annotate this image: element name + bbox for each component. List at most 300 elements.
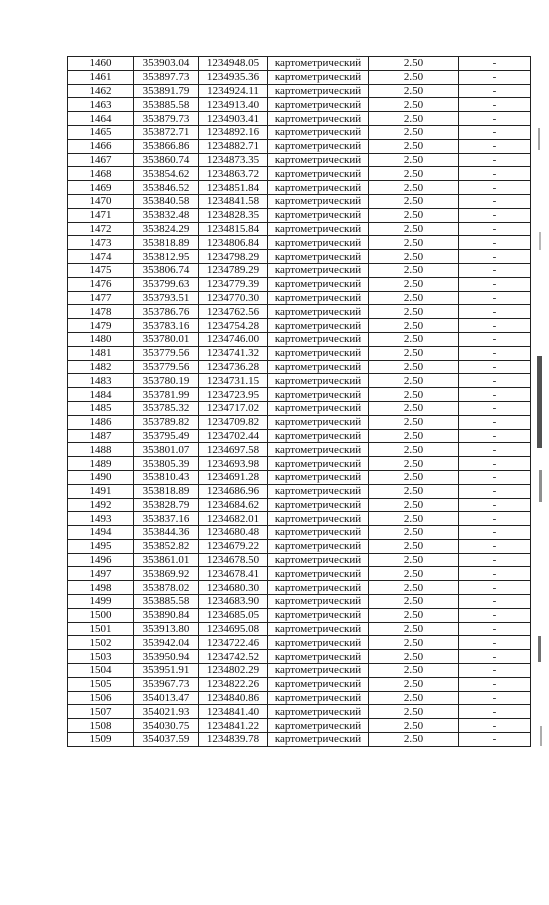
y-coordinate-cell: 1234841.40 [199, 705, 268, 719]
method-cell: картометрический [268, 581, 369, 595]
precision-cell: 2.50 [369, 636, 459, 650]
table-row [68, 677, 531, 691]
description-cell: - [459, 650, 531, 664]
precision-cell: 2.50 [369, 719, 459, 733]
method-cell: картометрический [268, 553, 369, 567]
coordinates-table [67, 56, 531, 747]
y-coordinate-cell: 1234841.22 [199, 719, 268, 733]
table-row [68, 553, 531, 567]
x-coordinate-cell: 353860.74 [134, 153, 199, 167]
y-coordinate-cell: 1234693.98 [199, 457, 268, 471]
y-coordinate-cell: 1234806.84 [199, 236, 268, 250]
y-coordinate-cell: 1234722.46 [199, 636, 268, 650]
x-coordinate-cell: 353879.73 [134, 112, 199, 126]
description-cell: - [459, 208, 531, 222]
method-cell: картометрический [268, 167, 369, 181]
y-coordinate-cell: 1234736.28 [199, 360, 268, 374]
description-cell: - [459, 719, 531, 733]
x-coordinate-cell: 353854.62 [134, 167, 199, 181]
point-number-cell: 1487 [68, 429, 134, 443]
scan-artifact [538, 128, 540, 150]
precision-cell: 2.50 [369, 277, 459, 291]
method-cell: картометрический [268, 153, 369, 167]
description-cell: - [459, 636, 531, 650]
description-cell: - [459, 691, 531, 705]
description-cell: - [459, 705, 531, 719]
y-coordinate-cell: 1234828.35 [199, 208, 268, 222]
point-number-cell: 1498 [68, 581, 134, 595]
x-coordinate-cell: 353818.89 [134, 484, 199, 498]
y-coordinate-cell: 1234841.58 [199, 194, 268, 208]
precision-cell: 2.50 [369, 429, 459, 443]
x-coordinate-cell: 353785.32 [134, 401, 199, 415]
y-coordinate-cell: 1234873.35 [199, 153, 268, 167]
precision-cell: 2.50 [369, 125, 459, 139]
y-coordinate-cell: 1234779.39 [199, 277, 268, 291]
precision-cell: 2.50 [369, 70, 459, 84]
precision-cell: 2.50 [369, 457, 459, 471]
point-number-cell: 1473 [68, 236, 134, 250]
x-coordinate-cell: 353844.36 [134, 526, 199, 540]
y-coordinate-cell: 1234686.96 [199, 484, 268, 498]
point-number-cell: 1491 [68, 484, 134, 498]
method-cell: картометрический [268, 360, 369, 374]
x-coordinate-cell: 353967.73 [134, 677, 199, 691]
y-coordinate-cell: 1234948.05 [199, 57, 268, 71]
description-cell: - [459, 608, 531, 622]
precision-cell: 2.50 [369, 181, 459, 195]
precision-cell: 2.50 [369, 415, 459, 429]
description-cell: - [459, 484, 531, 498]
point-number-cell: 1472 [68, 222, 134, 236]
point-number-cell: 1503 [68, 650, 134, 664]
table-row [68, 526, 531, 540]
y-coordinate-cell: 1234680.30 [199, 581, 268, 595]
description-cell: - [459, 415, 531, 429]
table-row [68, 70, 531, 84]
x-coordinate-cell: 353783.16 [134, 319, 199, 333]
x-coordinate-cell: 353793.51 [134, 291, 199, 305]
method-cell: картометрический [268, 526, 369, 540]
y-coordinate-cell: 1234903.41 [199, 112, 268, 126]
method-cell: картометрический [268, 305, 369, 319]
x-coordinate-cell: 353832.48 [134, 208, 199, 222]
table-row [68, 305, 531, 319]
point-number-cell: 1495 [68, 539, 134, 553]
y-coordinate-cell: 1234678.50 [199, 553, 268, 567]
description-cell: - [459, 291, 531, 305]
y-coordinate-cell: 1234892.16 [199, 125, 268, 139]
description-cell: - [459, 553, 531, 567]
point-number-cell: 1489 [68, 457, 134, 471]
table-row [68, 360, 531, 374]
method-cell: картометрический [268, 374, 369, 388]
description-cell: - [459, 677, 531, 691]
point-number-cell: 1501 [68, 622, 134, 636]
table-row [68, 250, 531, 264]
method-cell: картометрический [268, 194, 369, 208]
x-coordinate-cell: 353795.49 [134, 429, 199, 443]
method-cell: картометрический [268, 208, 369, 222]
x-coordinate-cell: 353805.39 [134, 457, 199, 471]
method-cell: картометрический [268, 498, 369, 512]
point-number-cell: 1471 [68, 208, 134, 222]
method-cell: картометрический [268, 484, 369, 498]
method-cell: картометрический [268, 139, 369, 153]
method-cell: картометрический [268, 332, 369, 346]
point-number-cell: 1496 [68, 553, 134, 567]
point-number-cell: 1499 [68, 595, 134, 609]
y-coordinate-cell: 1234882.71 [199, 139, 268, 153]
description-cell: - [459, 470, 531, 484]
y-coordinate-cell: 1234680.48 [199, 526, 268, 540]
precision-cell: 2.50 [369, 443, 459, 457]
point-number-cell: 1507 [68, 705, 134, 719]
description-cell: - [459, 277, 531, 291]
table-row [68, 691, 531, 705]
description-cell: - [459, 236, 531, 250]
table-row [68, 208, 531, 222]
point-number-cell: 1463 [68, 98, 134, 112]
table-row [68, 236, 531, 250]
precision-cell: 2.50 [369, 332, 459, 346]
precision-cell: 2.50 [369, 622, 459, 636]
description-cell: - [459, 346, 531, 360]
description-cell: - [459, 305, 531, 319]
y-coordinate-cell: 1234935.36 [199, 70, 268, 84]
scan-artifact [539, 232, 541, 250]
point-number-cell: 1483 [68, 374, 134, 388]
description-cell: - [459, 526, 531, 540]
method-cell: картометрический [268, 567, 369, 581]
table-row [68, 346, 531, 360]
method-cell: картометрический [268, 236, 369, 250]
precision-cell: 2.50 [369, 208, 459, 222]
y-coordinate-cell: 1234695.08 [199, 622, 268, 636]
table-row [68, 733, 531, 747]
table-row [68, 84, 531, 98]
precision-cell: 2.50 [369, 595, 459, 609]
description-cell: - [459, 263, 531, 277]
x-coordinate-cell: 353810.43 [134, 470, 199, 484]
method-cell: картометрический [268, 429, 369, 443]
point-number-cell: 1460 [68, 57, 134, 71]
precision-cell: 2.50 [369, 57, 459, 71]
precision-cell: 2.50 [369, 360, 459, 374]
precision-cell: 2.50 [369, 539, 459, 553]
scan-artifact [540, 726, 542, 746]
method-cell: картометрический [268, 650, 369, 664]
method-cell: картометрический [268, 250, 369, 264]
precision-cell: 2.50 [369, 112, 459, 126]
table-row [68, 415, 531, 429]
method-cell: картометрический [268, 388, 369, 402]
x-coordinate-cell: 353818.89 [134, 236, 199, 250]
precision-cell: 2.50 [369, 498, 459, 512]
description-cell: - [459, 664, 531, 678]
description-cell: - [459, 194, 531, 208]
table-row [68, 622, 531, 636]
description-cell: - [459, 457, 531, 471]
y-coordinate-cell: 1234683.90 [199, 595, 268, 609]
table-row [68, 470, 531, 484]
description-cell: - [459, 112, 531, 126]
table-row [68, 125, 531, 139]
y-coordinate-cell: 1234840.86 [199, 691, 268, 705]
precision-cell: 2.50 [369, 250, 459, 264]
method-cell: картометрический [268, 222, 369, 236]
point-number-cell: 1478 [68, 305, 134, 319]
point-number-cell: 1506 [68, 691, 134, 705]
precision-cell: 2.50 [369, 650, 459, 664]
y-coordinate-cell: 1234709.82 [199, 415, 268, 429]
point-number-cell: 1492 [68, 498, 134, 512]
table-row [68, 167, 531, 181]
precision-cell: 2.50 [369, 484, 459, 498]
precision-cell: 2.50 [369, 374, 459, 388]
method-cell: картометрический [268, 319, 369, 333]
table-row [68, 263, 531, 277]
y-coordinate-cell: 1234717.02 [199, 401, 268, 415]
method-cell: картометрический [268, 263, 369, 277]
point-number-cell: 1505 [68, 677, 134, 691]
x-coordinate-cell: 353866.86 [134, 139, 199, 153]
table-row [68, 539, 531, 553]
table-row [68, 57, 531, 71]
method-cell: картометрический [268, 181, 369, 195]
y-coordinate-cell: 1234754.28 [199, 319, 268, 333]
x-coordinate-cell: 353852.82 [134, 539, 199, 553]
method-cell: картометрический [268, 691, 369, 705]
x-coordinate-cell: 353869.92 [134, 567, 199, 581]
x-coordinate-cell: 353913.80 [134, 622, 199, 636]
table-row [68, 484, 531, 498]
point-number-cell: 1486 [68, 415, 134, 429]
precision-cell: 2.50 [369, 581, 459, 595]
point-number-cell: 1476 [68, 277, 134, 291]
description-cell: - [459, 332, 531, 346]
x-coordinate-cell: 353885.58 [134, 98, 199, 112]
description-cell: - [459, 498, 531, 512]
point-number-cell: 1479 [68, 319, 134, 333]
method-cell: картометрический [268, 401, 369, 415]
precision-cell: 2.50 [369, 98, 459, 112]
description-cell: - [459, 167, 531, 181]
point-number-cell: 1497 [68, 567, 134, 581]
method-cell: картометрический [268, 664, 369, 678]
x-coordinate-cell: 353950.94 [134, 650, 199, 664]
precision-cell: 2.50 [369, 222, 459, 236]
precision-cell: 2.50 [369, 664, 459, 678]
y-coordinate-cell: 1234924.11 [199, 84, 268, 98]
x-coordinate-cell: 354013.47 [134, 691, 199, 705]
method-cell: картометрический [268, 733, 369, 747]
description-cell: - [459, 70, 531, 84]
precision-cell: 2.50 [369, 319, 459, 333]
point-number-cell: 1481 [68, 346, 134, 360]
table-row [68, 401, 531, 415]
point-number-cell: 1477 [68, 291, 134, 305]
y-coordinate-cell: 1234770.30 [199, 291, 268, 305]
point-number-cell: 1490 [68, 470, 134, 484]
table-row [68, 222, 531, 236]
y-coordinate-cell: 1234798.29 [199, 250, 268, 264]
x-coordinate-cell: 353891.79 [134, 84, 199, 98]
method-cell: картометрический [268, 608, 369, 622]
point-number-cell: 1493 [68, 512, 134, 526]
description-cell: - [459, 222, 531, 236]
x-coordinate-cell: 353942.04 [134, 636, 199, 650]
description-cell: - [459, 98, 531, 112]
table-row [68, 705, 531, 719]
precision-cell: 2.50 [369, 512, 459, 526]
point-number-cell: 1461 [68, 70, 134, 84]
precision-cell: 2.50 [369, 401, 459, 415]
x-coordinate-cell: 353903.04 [134, 57, 199, 71]
table-row [68, 98, 531, 112]
precision-cell: 2.50 [369, 167, 459, 181]
point-number-cell: 1494 [68, 526, 134, 540]
x-coordinate-cell: 353801.07 [134, 443, 199, 457]
description-cell: - [459, 443, 531, 457]
y-coordinate-cell: 1234685.05 [199, 608, 268, 622]
x-coordinate-cell: 353781.99 [134, 388, 199, 402]
method-cell: картометрический [268, 512, 369, 526]
precision-cell: 2.50 [369, 139, 459, 153]
description-cell: - [459, 84, 531, 98]
table-row [68, 719, 531, 733]
method-cell: картометрический [268, 457, 369, 471]
method-cell: картометрический [268, 277, 369, 291]
point-number-cell: 1464 [68, 112, 134, 126]
y-coordinate-cell: 1234702.44 [199, 429, 268, 443]
table-row [68, 291, 531, 305]
point-number-cell: 1470 [68, 194, 134, 208]
table-row [68, 194, 531, 208]
table-row [68, 332, 531, 346]
table-row [68, 457, 531, 471]
x-coordinate-cell: 353780.19 [134, 374, 199, 388]
precision-cell: 2.50 [369, 677, 459, 691]
table-row [68, 567, 531, 581]
method-cell: картометрический [268, 636, 369, 650]
precision-cell: 2.50 [369, 305, 459, 319]
table-row [68, 595, 531, 609]
precision-cell: 2.50 [369, 346, 459, 360]
method-cell: картометрический [268, 112, 369, 126]
x-coordinate-cell: 353890.84 [134, 608, 199, 622]
description-cell: - [459, 57, 531, 71]
y-coordinate-cell: 1234741.32 [199, 346, 268, 360]
method-cell: картометрический [268, 84, 369, 98]
method-cell: картометрический [268, 705, 369, 719]
precision-cell: 2.50 [369, 705, 459, 719]
point-number-cell: 1508 [68, 719, 134, 733]
description-cell: - [459, 539, 531, 553]
method-cell: картометрический [268, 470, 369, 484]
description-cell: - [459, 595, 531, 609]
description-cell: - [459, 401, 531, 415]
y-coordinate-cell: 1234822.26 [199, 677, 268, 691]
description-cell: - [459, 153, 531, 167]
precision-cell: 2.50 [369, 194, 459, 208]
table-row [68, 608, 531, 622]
method-cell: картометрический [268, 622, 369, 636]
point-number-cell: 1465 [68, 125, 134, 139]
y-coordinate-cell: 1234682.01 [199, 512, 268, 526]
y-coordinate-cell: 1234802.29 [199, 664, 268, 678]
precision-cell: 2.50 [369, 263, 459, 277]
table-row [68, 443, 531, 457]
description-cell: - [459, 374, 531, 388]
point-number-cell: 1509 [68, 733, 134, 747]
table-row [68, 429, 531, 443]
point-number-cell: 1474 [68, 250, 134, 264]
precision-cell: 2.50 [369, 691, 459, 705]
table-row [68, 650, 531, 664]
x-coordinate-cell: 353828.79 [134, 498, 199, 512]
point-number-cell: 1485 [68, 401, 134, 415]
description-cell: - [459, 360, 531, 374]
y-coordinate-cell: 1234697.58 [199, 443, 268, 457]
description-cell: - [459, 139, 531, 153]
precision-cell: 2.50 [369, 84, 459, 98]
y-coordinate-cell: 1234678.41 [199, 567, 268, 581]
scan-artifact [537, 356, 542, 448]
description-cell: - [459, 125, 531, 139]
point-number-cell: 1468 [68, 167, 134, 181]
table-row [68, 277, 531, 291]
precision-cell: 2.50 [369, 526, 459, 540]
x-coordinate-cell: 353779.56 [134, 360, 199, 374]
method-cell: картометрический [268, 443, 369, 457]
description-cell: - [459, 581, 531, 595]
x-coordinate-cell: 353837.16 [134, 512, 199, 526]
point-number-cell: 1480 [68, 332, 134, 346]
precision-cell: 2.50 [369, 553, 459, 567]
precision-cell: 2.50 [369, 291, 459, 305]
description-cell: - [459, 567, 531, 581]
y-coordinate-cell: 1234863.72 [199, 167, 268, 181]
description-cell: - [459, 181, 531, 195]
method-cell: картометрический [268, 98, 369, 112]
x-coordinate-cell: 353780.01 [134, 332, 199, 346]
method-cell: картометрический [268, 677, 369, 691]
point-number-cell: 1466 [68, 139, 134, 153]
x-coordinate-cell: 353861.01 [134, 553, 199, 567]
scan-artifact [539, 470, 542, 502]
description-cell: - [459, 388, 531, 402]
table-row [68, 139, 531, 153]
point-number-cell: 1467 [68, 153, 134, 167]
y-coordinate-cell: 1234815.84 [199, 222, 268, 236]
x-coordinate-cell: 353789.82 [134, 415, 199, 429]
precision-cell: 2.50 [369, 608, 459, 622]
point-number-cell: 1469 [68, 181, 134, 195]
table-row [68, 388, 531, 402]
y-coordinate-cell: 1234851.84 [199, 181, 268, 195]
table-row [68, 153, 531, 167]
scan-artifact [538, 636, 541, 662]
x-coordinate-cell: 353779.56 [134, 346, 199, 360]
description-cell: - [459, 733, 531, 747]
x-coordinate-cell: 353897.73 [134, 70, 199, 84]
method-cell: картометрический [268, 70, 369, 84]
x-coordinate-cell: 353824.29 [134, 222, 199, 236]
precision-cell: 2.50 [369, 733, 459, 747]
method-cell: картометрический [268, 125, 369, 139]
y-coordinate-cell: 1234684.62 [199, 498, 268, 512]
